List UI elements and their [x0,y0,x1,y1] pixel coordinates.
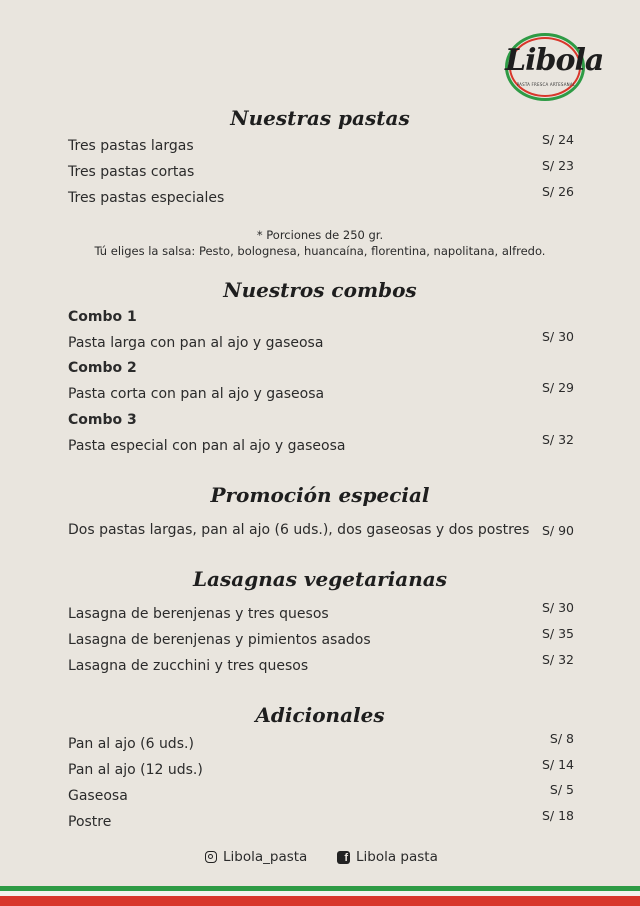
menu-item-price: S/ 32 [541,652,574,667]
menu-item-name: Tres pastas especiales [68,190,225,206]
section-title-promo: Promoción especial [210,483,430,507]
combo-name: Combo 3 [68,412,137,428]
menu-item-name: Lasagna de berenjenas y pimientos asados [68,632,371,648]
menu-item-price: S/ 35 [541,626,574,641]
facebook-handle: Libola pasta [356,849,438,865]
menu-item-name: Tres pastas largas [68,138,194,154]
menu-item-name: Pan al ajo (6 uds.) [68,736,194,752]
menu-item-name: Lasagna de zucchini y tres quesos [68,658,309,674]
menu-item-name: Lasagna de berenjenas y tres quesos [68,606,329,622]
logo-tagline: PASTA FRESCA ARTESANAL [516,82,576,87]
menu-item-price: S/ 8 [549,731,574,746]
facebook-link[interactable] [337,849,438,865]
menu-item-name: Pan al ajo (12 uds.) [68,762,203,778]
menu-item-price: S/ 30 [541,600,574,615]
combo-description: Pasta corta con pan al ajo y gaseosa [68,386,325,402]
menu-item-name: Tres pastas cortas [68,164,195,180]
promo-description: Dos pastas largas, pan al ajo (6 uds.), dos gaseosas y dos postres [68,522,530,538]
section-title-lasagnas: Lasagnas vegetarianas [192,567,448,591]
menu-item-price: S/ 5 [549,782,574,797]
combo-price: S/ 30 [541,329,574,344]
menu-item-name: Gaseosa [68,788,128,804]
combo-description: Pasta especial con pan al ajo y gaseosa [68,438,346,454]
section-title-extras: Adicionales [255,703,385,727]
combo-name: Combo 2 [68,360,137,376]
combo-description: Pasta larga con pan al ajo y gaseosa [68,335,324,351]
red-stripe [0,896,640,906]
menu-item-price: S/ 18 [541,808,574,823]
sauce-note: Tú eliges la salsa: Pesto, bolognesa, huancaína, florentina, napolitana, alfredo. [94,244,546,258]
menu-item-price: S/ 14 [541,757,574,772]
menu-item-price: S/ 26 [541,184,574,199]
menu-item-price: S/ 23 [541,158,574,173]
combo-name: Combo 1 [68,309,137,325]
facebook-icon: f [337,851,350,864]
logo-wordmark: Libola [505,43,604,78]
combo-price: S/ 29 [541,380,574,395]
instagram-link[interactable] [205,849,307,865]
instagram-handle: Libola_pasta [223,849,308,865]
portion-note: * Porciones de 250 gr. [256,228,384,242]
brand-logo [505,33,604,103]
instagram-icon [205,851,217,863]
promo-price: S/ 90 [541,523,574,538]
combo-price: S/ 32 [541,432,574,447]
section-title-pastas: Nuestras pastas [230,106,410,130]
menu-item-name: Postre [68,814,112,830]
menu-item-price: S/ 24 [541,132,574,147]
section-title-combos: Nuestros combos [223,278,417,302]
